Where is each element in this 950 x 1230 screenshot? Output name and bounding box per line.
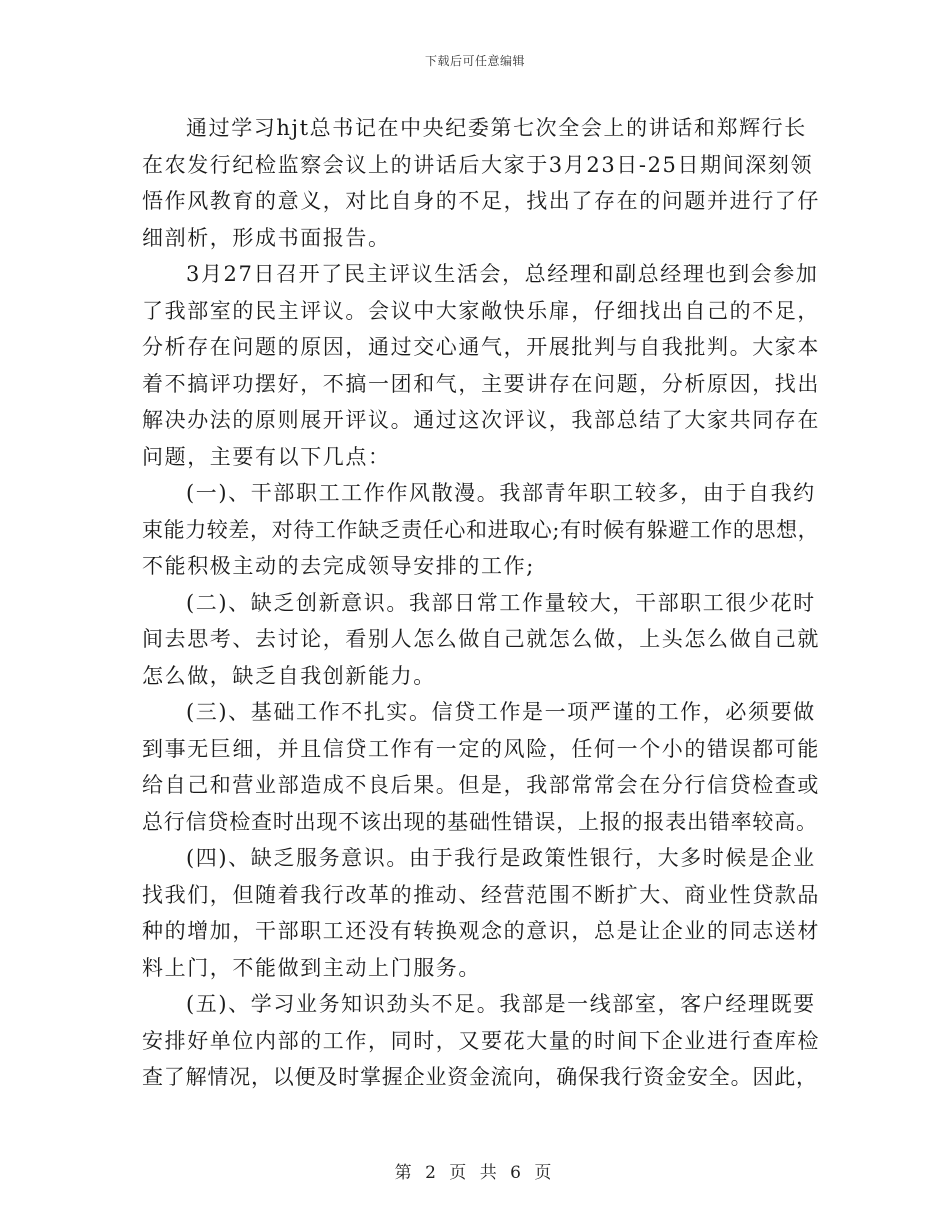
text-line: 了我部室的民主评议。会议中大家敞快乐扉，仔细找出自己的不足， xyxy=(142,298,820,323)
text-line: 不能积极主动的去完成领导安排的工作; xyxy=(142,554,535,578)
text-line: (一)、干部职工工作作风散漫。我部青年职工较多，由于自我约 xyxy=(186,481,816,505)
text-line: 通过学习hjt总书记在中央纪委第七次全会上的讲话和郑辉行长 xyxy=(186,116,807,140)
text-line: 安排好单位内部的工作，同时，又要花大量的时间下企业进行查库检 xyxy=(142,1028,820,1053)
page-number-footer: 第 2 页 共 6 页 xyxy=(394,1163,556,1183)
text-line: 3月27日召开了民主评议生活会，总经理和副总经理也到会参加 xyxy=(186,262,819,286)
text-line: 细剖析，形成书面报告。 xyxy=(142,225,391,250)
paragraph-study-summary xyxy=(142,110,822,256)
text-line: (二)、缺乏创新意识。我部日常工作量较大，干部职工很少花时 xyxy=(186,590,816,615)
document-body xyxy=(142,110,822,1096)
text-line: (三)、基础工作不扎实。信贷工作是一项严谨的工作，必须要做 xyxy=(186,700,816,724)
paragraph-issue-3 xyxy=(142,694,822,840)
text-line: (四)、缺乏服务意识。由于我行是政策性银行，大多时候是企业 xyxy=(186,846,816,870)
text-line: 查了解情况，以便及时掌握企业资金流向，确保我行资金安全。因此， xyxy=(142,1065,818,1089)
paragraph-issue-5 xyxy=(142,986,822,1096)
text-line: 给自己和营业部造成不良后果。但是，我部常常会在分行信贷检查或 xyxy=(142,773,820,797)
text-line: 找我们，但随着我行改革的推动、经营范围不断扩大、商业性贷款品 xyxy=(142,882,820,907)
page-header: 下载后可任意编辑 xyxy=(424,54,525,68)
text-line: (五)、学习业务知识劲头不足。我部是一线部室，客户经理既要 xyxy=(186,992,816,1016)
text-line: 束能力较差，对待工作缺乏责任心和进取心;有时候有躲避工作的思想， xyxy=(142,517,820,542)
text-line: 料上门，不能做到主动上门服务。 xyxy=(142,955,481,980)
text-line: 悟作风教育的意义，对比自身的不足，找出了存在的问题并进行了仔 xyxy=(142,189,820,213)
text-line: 解决办法的原则展开评议。通过这次评议，我部总结了大家共同存在 xyxy=(142,408,820,432)
text-line: 怎么做，缺乏自我创新能力。 xyxy=(142,663,436,688)
text-line: 在农发行纪检监察会议上的讲话后大家于3月23日-25日期间深刻领 xyxy=(142,152,814,177)
text-line: 分析存在问题的原因，通过交心通气，开展批判与自我批判。大家本 xyxy=(142,335,820,359)
paragraph-democratic-review xyxy=(142,256,822,475)
text-line: 问题，主要有以下几点： xyxy=(142,444,391,469)
paragraph-issue-2 xyxy=(142,585,822,695)
text-line: 种的增加，干部职工还没有转换观念的意识，总是让企业的同志送材 xyxy=(142,919,820,943)
text-line: 间去思考、去讨论，看别人怎么做自己就怎么做，上头怎么做自己就 xyxy=(142,627,820,651)
text-line: 到事无巨细，并且信贷工作有一定的风险，任何一个小的错误都可能 xyxy=(142,736,820,761)
text-line: 总行信贷检查时出现不该出现的基础性错误，上报的报表出错率较高。 xyxy=(142,809,818,834)
text-line: 着不搞评功摆好，不搞一团和气，主要讲存在问题，分析原因，找出 xyxy=(142,371,820,396)
paragraph-issue-4 xyxy=(142,840,822,986)
paragraph-issue-1 xyxy=(142,475,822,585)
